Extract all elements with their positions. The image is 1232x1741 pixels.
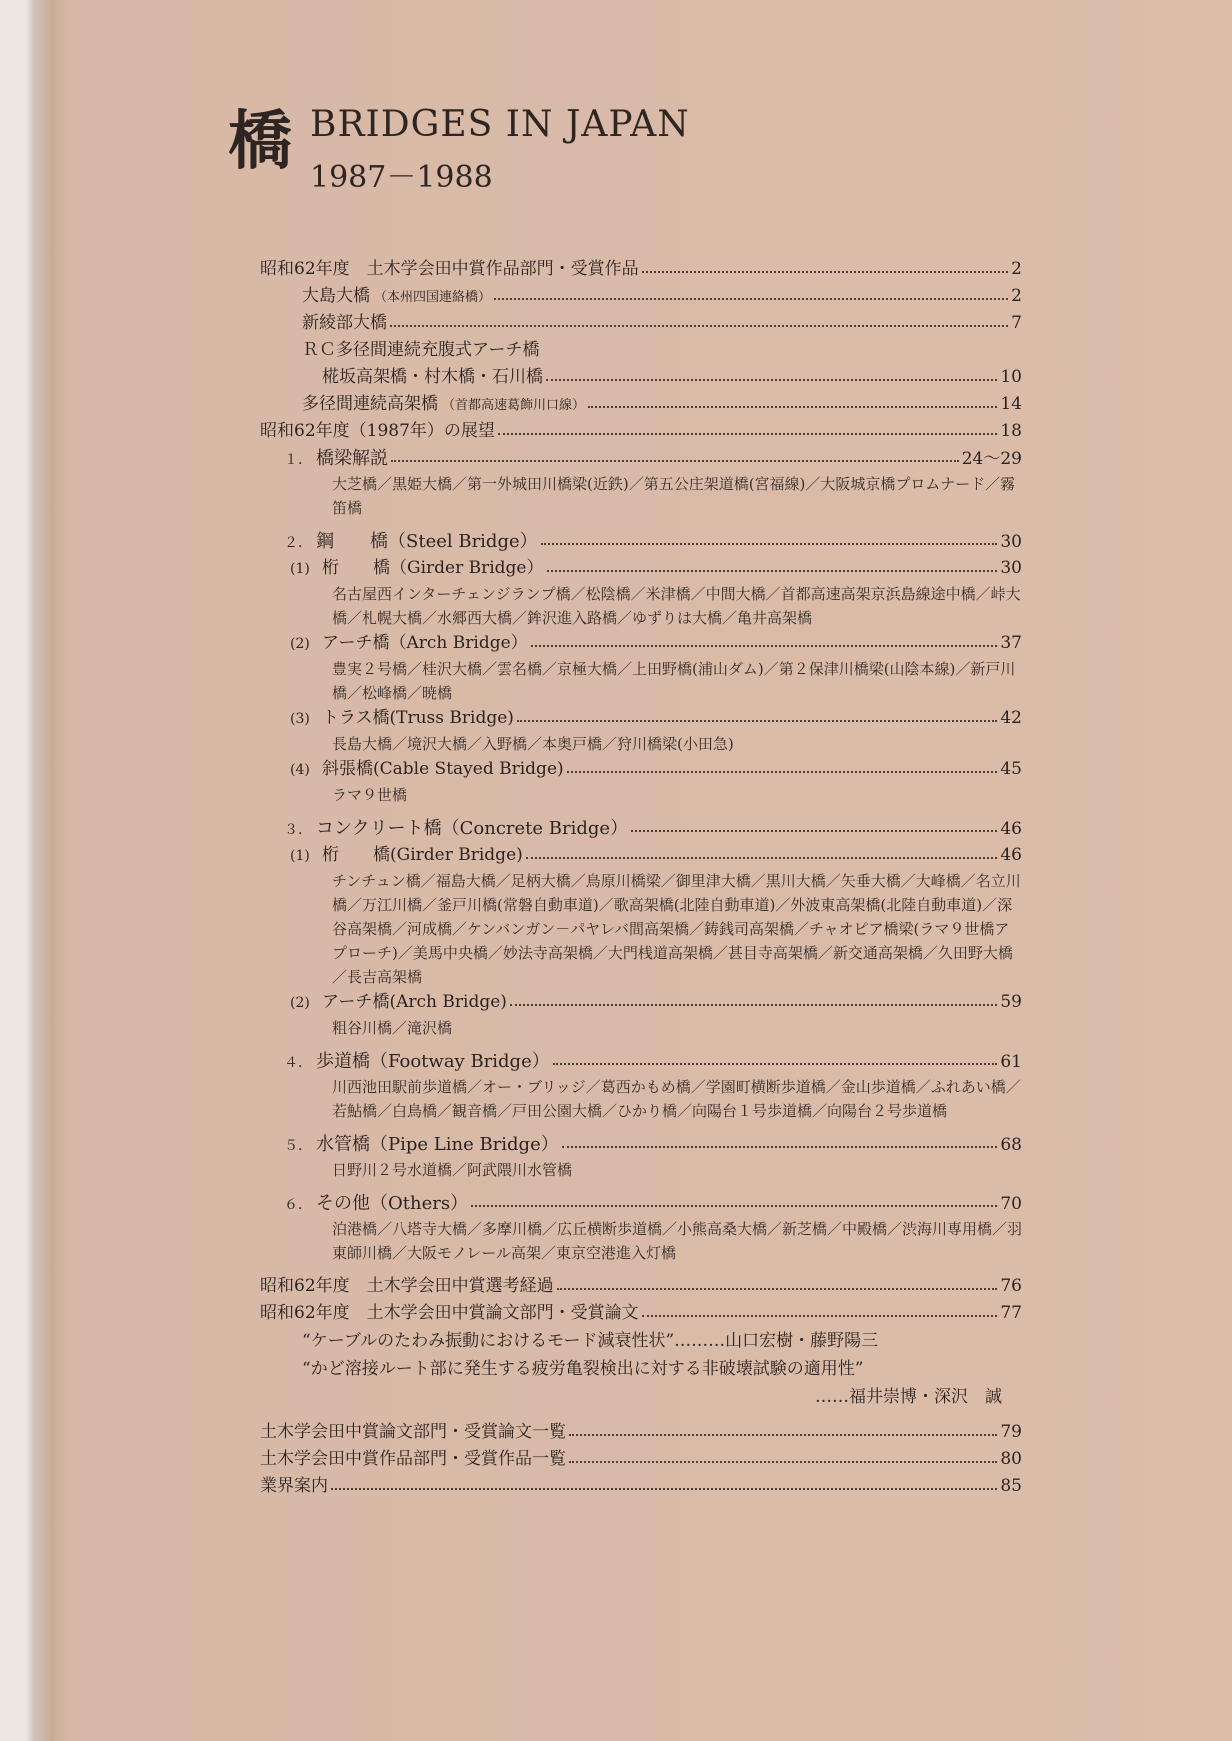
- page-number: 2: [1011, 259, 1022, 279]
- page-number: 18: [1000, 421, 1022, 441]
- toc-entry: 椛坂高架橋・村木橋・石川橋 10: [260, 364, 1022, 391]
- bridge-list: 川西池田駅前歩道橋／オー・ブリッジ／葛西かもめ橋／学園町横断歩道橋／金山歩道橋／ふれあい橋／若鮎橋／白鳥橋／観音橋／戸田公園大橋／ひかり橋／向陽台１号歩道橋／向陽台２号歩道橋: [332, 1078, 1021, 1120]
- page-number: 37: [1000, 633, 1022, 653]
- toc-entry: 昭和62年度 土木学会田中賞選考経過 76: [260, 1273, 1022, 1300]
- page-number: 10: [1000, 367, 1022, 387]
- bridge-list: ラマ９世橋: [332, 786, 408, 804]
- page-number: 77: [1000, 1303, 1022, 1323]
- toc-entry: 昭和62年度 土木学会田中賞論文部門・受賞論文 77: [260, 1300, 1022, 1327]
- page-number: 45: [1000, 759, 1022, 779]
- page-number: 46: [1000, 845, 1022, 865]
- bridge-list: 大芝橋／黒姫大橋／第一外城田川橋梁(近鉄)／第五公庄架道橋(宮福線)／大阪城京橋プロムナード／霧笛橋: [332, 475, 1016, 517]
- page-number: 79: [1000, 1422, 1022, 1442]
- bridge-list: 名古屋西インターチェンジランプ橋／松陰橋／米津橋／中間大橋／首都高速高架京浜島線途中橋／峠大橋／札幌大橋／水郷西大橋／鉾沢進入路橋／ゆずりは大橋／亀井高架橋: [332, 585, 1021, 627]
- page-number: 42: [1000, 708, 1022, 728]
- bridge-list: 粗谷川橋／滝沢橋: [332, 1019, 453, 1037]
- toc-section: ３． コンクリート橋（Concrete Bridge） 46: [260, 815, 1022, 842]
- bridge-list: 豊実２号橋／桂沢大橋／雲名橋／京極大橋／上田野橋(浦山ダム)／第２保津川橋梁(山陰本線)／新戸川橋／松峰橋／暁橋: [332, 660, 1016, 702]
- toc-entry: 昭和62年度 土木学会田中賞作品部門・受賞作品 2: [260, 256, 1022, 283]
- toc-subsection: (1) 桁 橋（Girder Bridge） 30: [260, 555, 1022, 582]
- page-number: 46: [1000, 819, 1022, 839]
- toc-subsection: (2) アーチ橋（Arch Bridge） 37: [260, 630, 1022, 657]
- toc-subsection: (2) アーチ橋(Arch Bridge) 59: [260, 989, 1022, 1016]
- page-number: 70: [1000, 1194, 1022, 1214]
- toc-entry: 多径間連続高架橋 （首都高速葛飾川口線） 14: [260, 391, 1022, 418]
- toc-entry: 土木学会田中賞論文部門・受賞論文一覧 79: [260, 1419, 1022, 1446]
- toc-section: １． 橋梁解説 24～29: [260, 445, 1022, 472]
- page-number: 30: [1000, 532, 1022, 552]
- page-number: 80: [1000, 1449, 1022, 1469]
- bridge-list: 泊港橋／八塔寺大橋／多摩川橋／広丘横断歩道橋／小熊高桑大橋／新芝橋／中殿橋／渋海川専用橋／羽東師川橋／大阪モノレール高架／東京空港進入灯橋: [332, 1220, 1023, 1262]
- award-paper-authors: ……福井崇博・深沢 誠: [815, 1387, 1002, 1407]
- page-number: 30: [1000, 558, 1022, 578]
- toc-entry: 新綾部大橋 7: [260, 310, 1022, 337]
- table-of-contents: [260, 256, 1022, 1500]
- page-number: 61: [1000, 1052, 1022, 1072]
- toc-entry: 土木学会田中賞作品部門・受賞作品一覧 80: [260, 1446, 1022, 1473]
- toc-entry: 大島大橋 （本州四国連絡橋） 2: [260, 283, 1022, 310]
- award-paper-title: “かど溶接ルート部に発生する疲労亀裂検出に対する非破壊試験の適用性”: [302, 1359, 864, 1379]
- page-number: 24～29: [961, 449, 1022, 469]
- toc-subsection: (1) 桁 橋(Girder Bridge) 46: [260, 842, 1022, 869]
- bridge-list: チンチュン橋／福島大橋／足柄大橋／鳥原川橋梁／御里津大橋／黒川大橋／矢垂大橋／大峰橋／名立川橋／万江川橋／釜戸川橋(常磐自動車道)／歌高架橋(北陸自動車道)／外波東高架橋(北陸自動車道)／深谷高架橋／河成橋／ケンバンガン－パヤレバ間高架橋／鋳銭司高架橋／チャオピア橋梁(ラマ９世橋アプローチ)／美馬中央橋／妙法寺高架橋／大門桟道高架橋／甚目寺高架橋／新交通高架橋／久田野大橋／長吉高架橋: [332, 872, 1021, 986]
- page-number: 76: [1000, 1276, 1022, 1296]
- toc-subsection: (4) 斜張橋(Cable Stayed Bridge) 45: [260, 756, 1022, 783]
- page-number: 85: [1000, 1476, 1022, 1496]
- bridge-list: 日野川２号水道橋／阿武隈川水管橋: [332, 1161, 573, 1179]
- page-number: 59: [1000, 992, 1022, 1012]
- page-number: 2: [1011, 286, 1022, 306]
- page-title: BRIDGES IN JAPAN: [310, 104, 690, 145]
- toc-section: ５． 水管橋（Pipe Line Bridge） 68: [260, 1131, 1022, 1158]
- toc-section: ４． 歩道橋（Footway Bridge） 61: [260, 1048, 1022, 1075]
- page-years: 1987－1988: [310, 160, 493, 195]
- toc-entry: 昭和62年度（1987年）の展望 18: [260, 418, 1022, 445]
- toc-entry: 業界案内 85: [260, 1473, 1022, 1500]
- page-number: 7: [1011, 313, 1022, 333]
- page-number: 14: [1000, 394, 1022, 414]
- title-kanji: 橋: [228, 104, 292, 179]
- toc-section: ６． その他（Others） 70: [260, 1190, 1022, 1217]
- page-number: 68: [1000, 1135, 1022, 1155]
- toc-section: ２． 鋼 橋（Steel Bridge） 30: [260, 528, 1022, 555]
- toc-entry: ＲＣ多径間連続充腹式アーチ橋: [302, 340, 540, 360]
- bridge-list: 長島大橋／境沢大橋／入野橋／本奥戸橋／狩川橋梁(小田急): [332, 735, 734, 753]
- award-paper-title: “ケーブルのたわみ振動におけるモード減衰性状”………山口宏樹・藤野陽三: [302, 1331, 879, 1351]
- toc-subsection: (3) トラス橋(Truss Bridge) 42: [260, 705, 1022, 732]
